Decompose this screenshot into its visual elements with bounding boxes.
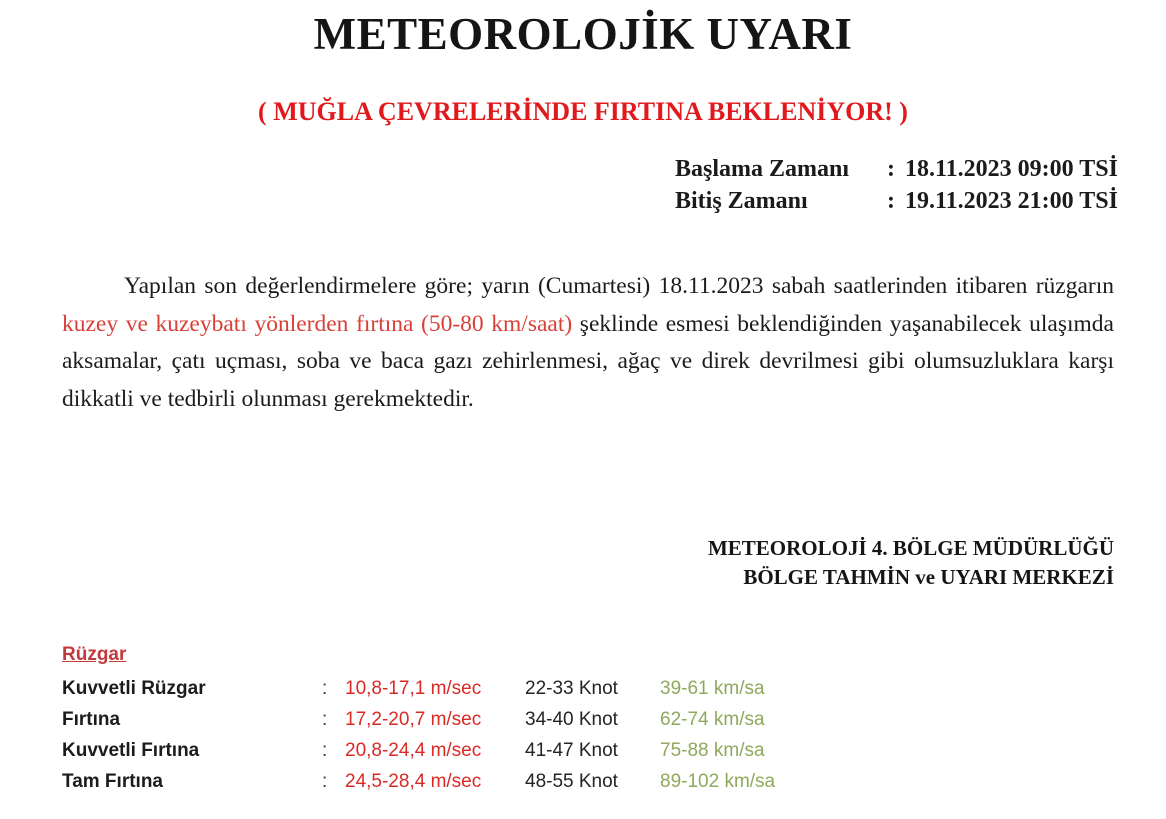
paragraph-text-2: şeklinde esmesi beklendiğinden yaşanabilecek ulaşımda aksamalar, çatı uçması, soba ve baca gazı zehirlenmesi, ağaç ve direk devrilmesi gibi olumsuzluklara karşı dikkatli ve tedbirli olunması gerekmektedir. — [62, 310, 1114, 412]
row-ms-value: 24,5-28,4 m/sec — [345, 770, 482, 792]
row-ms-value: 10,8-17,1 m/sec — [345, 677, 482, 699]
row-label: Tam Fırtına — [62, 770, 163, 792]
end-time-separator: : — [887, 188, 895, 214]
row-kmh-value: 62-74 km/sa — [660, 708, 765, 730]
table-row — [62, 735, 775, 766]
table-row — [62, 704, 775, 735]
wind-scale-table — [62, 644, 775, 797]
row-separator: : — [322, 770, 328, 792]
time-block — [675, 153, 1118, 217]
start-time-separator: : — [887, 156, 895, 182]
row-ms-value: 20,8-24,4 m/sec — [345, 739, 482, 761]
paragraph-text-1: Yapılan son değerlendirmelere göre; yarın (Cumartesi) 18.11.2023 sabah saatlerinden itibaren rüzgarın — [124, 273, 1114, 299]
end-time-value: 19.11.2023 21:00 TSİ — [905, 188, 1118, 214]
signature-line-1: METEOROLOJİ 4. BÖLGE MÜDÜRLÜĞÜ — [707, 536, 1114, 560]
row-separator: : — [322, 677, 328, 699]
row-label: Fırtına — [62, 708, 121, 730]
paragraph-highlight: kuzey ve kuzeybatı yönlerden fırtına (50-80 km/saat) — [62, 310, 573, 337]
warning-subtitle: ( MUĞLA ÇEVRELERİNDE FIRTINA BEKLENİYOR! ) — [258, 97, 908, 126]
row-label: Kuvvetli Rüzgar — [62, 677, 206, 699]
signature-line-2: BÖLGE TAHMİN ve UYARI MERKEZİ — [743, 565, 1114, 589]
end-time-label: Bitiş Zamanı — [675, 188, 808, 214]
row-knot-value: 41-47 Knot — [525, 739, 618, 761]
row-knot-value: 34-40 Knot — [525, 708, 618, 730]
row-kmh-value: 75-88 km/sa — [660, 739, 765, 761]
page-title: METEOROLOJİK UYARI — [313, 9, 853, 59]
start-time-label: Başlama Zamanı — [675, 156, 850, 182]
row-kmh-value: 39-61 km/sa — [660, 677, 765, 699]
table-row — [62, 766, 775, 797]
start-time-row — [675, 153, 1118, 185]
row-ms-value: 17,2-20,7 m/sec — [345, 708, 482, 730]
end-time-row — [675, 185, 1118, 217]
warning-paragraph — [62, 268, 1114, 418]
row-separator: : — [322, 739, 328, 761]
row-label: Kuvvetli Fırtına — [62, 739, 200, 761]
row-separator: : — [322, 708, 328, 730]
start-time-value: 18.11.2023 09:00 TSİ — [905, 156, 1118, 182]
signature-block — [708, 534, 1114, 592]
row-kmh-value: 89-102 km/sa — [660, 770, 776, 792]
row-knot-value: 22-33 Knot — [525, 677, 618, 699]
table-row — [62, 673, 775, 704]
wind-table-header: Rüzgar — [62, 644, 127, 665]
row-knot-value: 48-55 Knot — [525, 770, 618, 792]
